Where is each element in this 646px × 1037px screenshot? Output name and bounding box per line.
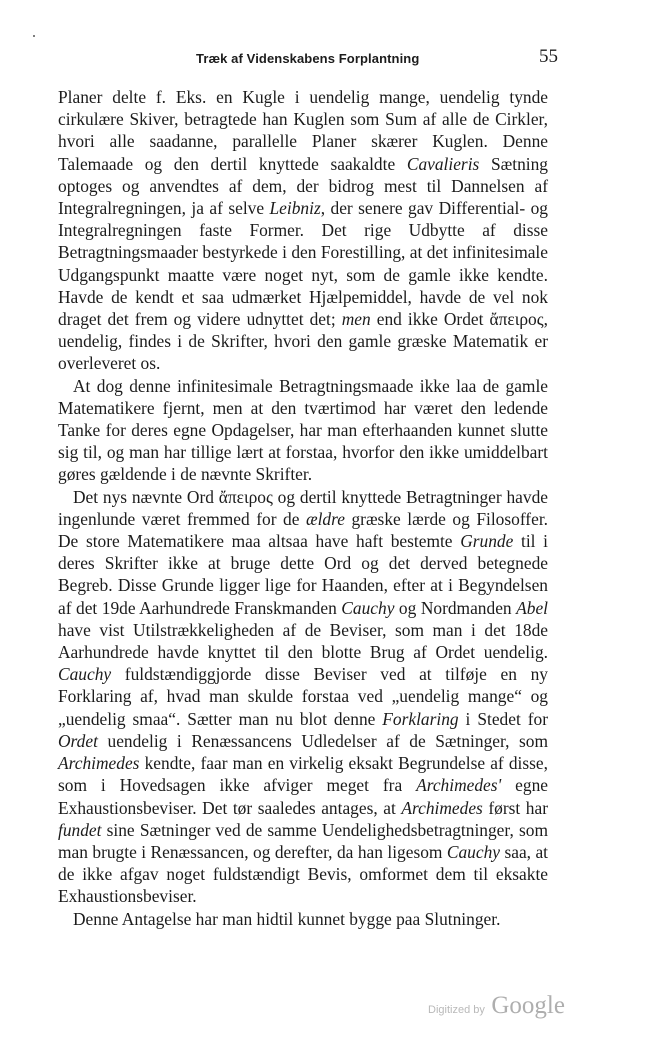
text-run: Planer delte f. Eks. en Kugle i uendelig mange, uendelig tynde cirkulære Skiver, betragtede han Kuglen som Sum af alle de Cirkler, hvori alle saadanne, parallelle Planer skærer Kuglen. Denne Talemaade og den dertil knyttede saakaldte (58, 87, 548, 174)
text-run: Denne Antagelse har man hidtil kunnet bygge paa Slutninger. (73, 908, 501, 929)
italic-run: Leibniz (269, 198, 321, 219)
paragraph (58, 486, 548, 908)
text-run: i Stedet for (458, 708, 549, 729)
digitized-watermark (428, 992, 565, 1020)
text-run: sine Sætninger ved de samme Uendelighedsbetragtninger, som man brugte i Renæssancen, og derefter, da han ligesom (58, 819, 548, 862)
text-run: saa, at de ikke afgav noget fuldstændigt Bevis, omformet dem til eksakte Exhaustionsbeviser. (58, 841, 548, 907)
italic-run: Grunde (460, 531, 514, 552)
italic-run: Cavalieris (406, 153, 480, 174)
italic-run: Forklaring (382, 708, 459, 729)
italic-run: Archimedes (58, 753, 140, 774)
italic-run: ældre (305, 508, 345, 529)
text-run: egne Exhaustionsbeviser. Det tør saaledes antages, at (58, 775, 548, 818)
text-run: græske lærde og Filosoffer. De store Matematikere maa altsaa have haft bestemte (58, 508, 548, 552)
text-run: kendte, faar man en virkelig eksakt Begrundelse af disse, som i Hovedsagen ikke afviger meget fra (58, 753, 548, 796)
page-number: 55 (539, 46, 558, 67)
text-run: fuldstændiggjorde disse Beviser ved at tilføje en ny Forklaring af, hvad man skulde forstaa ved „uendelig mange“ og „uendelig smaa“. Sætter man nu blot denne (58, 664, 548, 729)
text-run: Sætning optoges og anvendtes af dem, der bidrog mest til Dannelsen af Integralregningen, ja af selve (58, 153, 548, 219)
paragraph (58, 375, 548, 486)
page-header (58, 44, 558, 78)
italic-run: Abel (516, 597, 548, 618)
body-text (58, 86, 548, 930)
running-title: Træk af Videnskabens Forplantning (196, 51, 420, 66)
italic-run: Archimedes' (416, 775, 502, 796)
paragraph (58, 908, 548, 930)
text-run: og Nordmanden (394, 597, 517, 618)
text-run: Det nys nævnte Ord ἄπειρος og dertil knyttede Betragtninger havde ingenlunde været fremmed for de (58, 486, 548, 529)
paragraph (58, 86, 548, 375)
google-logo: Google (491, 992, 565, 1019)
text-run: til i deres Skrifter ikke at bruge dette Ord og det derved betegnede Begreb. Disse Grunde ligger lige for Haanden, efter at i Begyndelsen af det 19de Aarhundrede Franskmanden (58, 531, 548, 618)
italic-run: Cauchy (446, 841, 501, 862)
italic-run: Cauchy (58, 664, 112, 685)
italic-run: men (341, 309, 371, 330)
text-run: først har (482, 797, 549, 818)
text-run: uendelig i Renæssancens Udledelser af de Sætninger, som (97, 730, 548, 751)
text-run: have vist Utilstrækkeligheden af de Beviser, som man i det 18de Aarhundrede havde knyttet til den blotte Brug af Ordet uendelig. (58, 619, 548, 663)
scan-speck (33, 35, 35, 37)
italic-run: Ordet (58, 730, 98, 751)
italic-run: Cauchy (341, 597, 395, 618)
italic-run: Archimedes (401, 797, 483, 818)
italic-run: fundet (58, 819, 102, 840)
text-run: At dog denne infinitesimale Betragtningsmaade ikke laa de gamle Matematikere fjernt, men at den tværtimod har været den ledende Tanke for deres egne Opdagelser, har man efterhaanden kunnet slutte sig til, og man har tillige lært at forstaa, hvorfor den ikke umiddelbart gøres gældende i de nævnte Skrifter. (58, 375, 548, 485)
text-run: end ikke Ordet ἄπειρος, uendelig, findes i de Skrifter, hvori den gamle græske Matematik er overleveret os. (58, 309, 548, 374)
watermark-prefix: Digitized by (428, 1004, 485, 1016)
text-run: , der senere gav Differential- og Integralregningen faste Former. Det rige Udbytte af disse Betragtningsmaader bestyrkede i den Forestilling, at det infinitesimale Udgangspunkt maatte være noget nyt, som de gamle ikke kendte. Havde de kendt et saa udmærket Hjælpemiddel, havde de vel nok draget det frem og videre udnyttet det; (58, 198, 548, 330)
